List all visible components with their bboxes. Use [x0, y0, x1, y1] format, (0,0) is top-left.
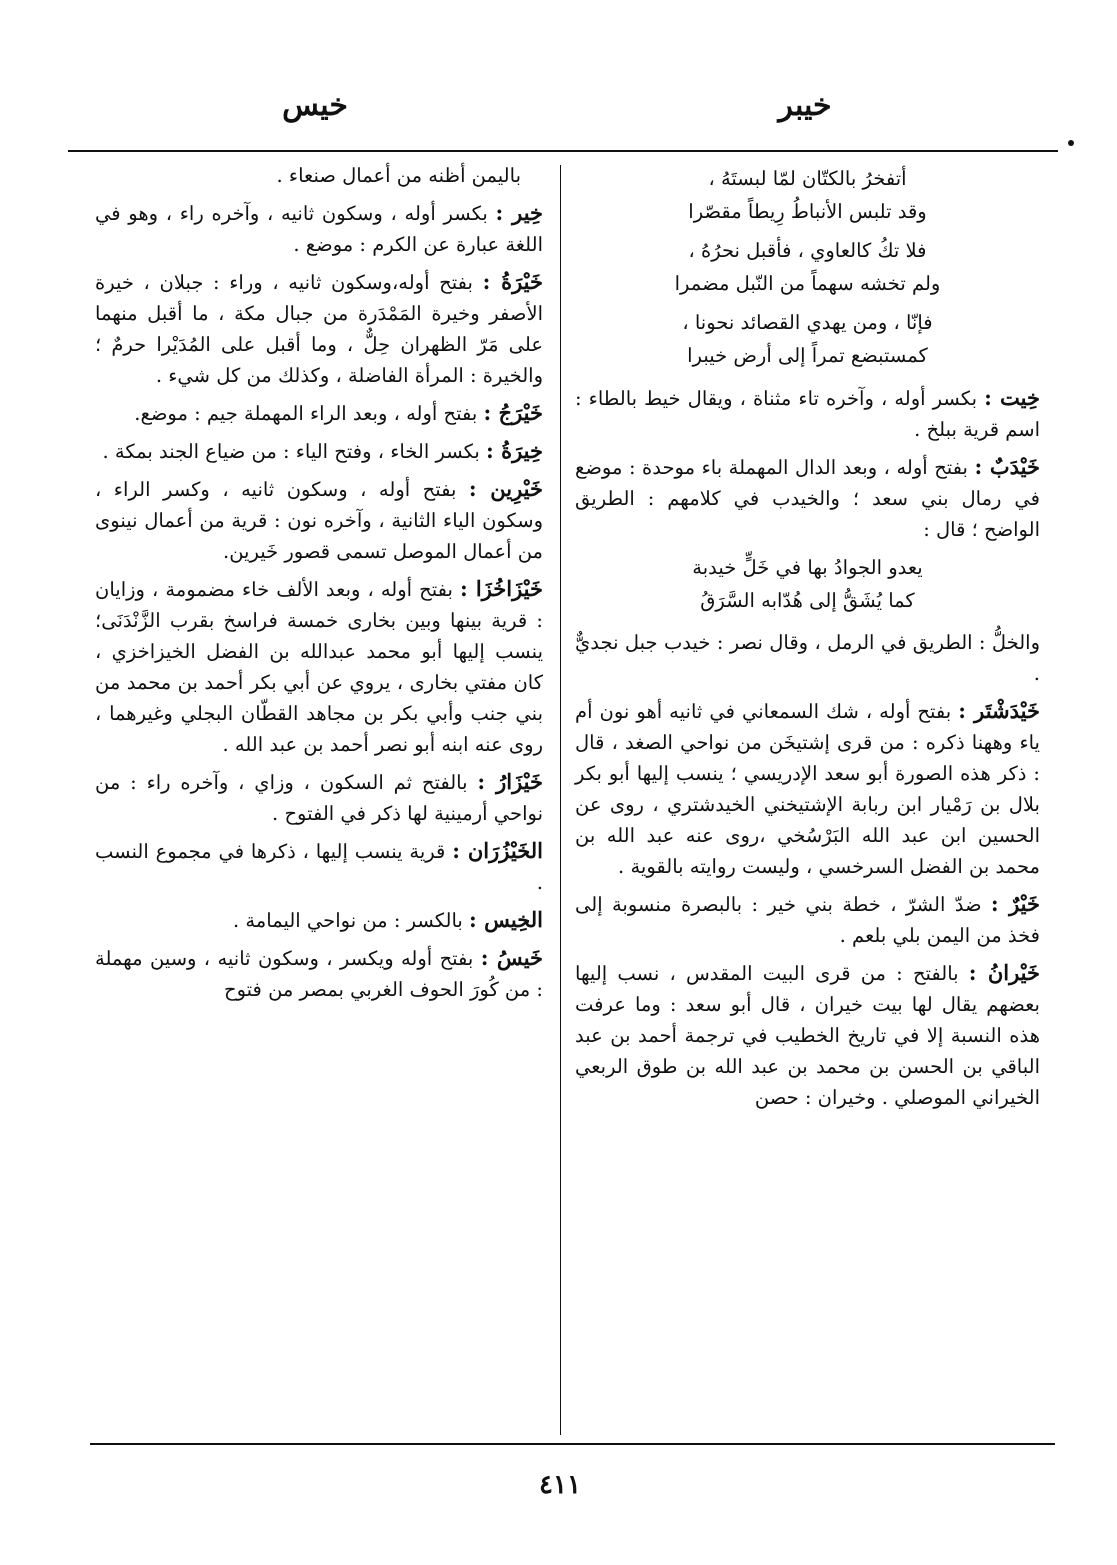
- entry-text: بكسر أوله ، وسكون ثانيه ، وآخره راء ، وهو في اللغة عبارة عن الكرم : موضع .: [95, 202, 543, 256]
- entry-text: بالفتح ثم السكون ، وزاي ، وآخره راء : من نواحي أرمينية لها ذكر في الفتوح .: [95, 771, 543, 825]
- entry: [575, 382, 1040, 445]
- verse-block: [575, 162, 1040, 372]
- verse-line: كمستبضع تمراً إلى أرض خيبرا: [687, 344, 928, 367]
- entry: [575, 888, 1040, 951]
- verse-line: يعدو الجوادُ بها في خَلٍّ خيدبة: [692, 556, 923, 579]
- verse-line: ولم تخشه سهماً من النّبل مضمرا: [674, 272, 941, 295]
- entry-headword: خَيْدَشْتَر :: [958, 698, 1040, 723]
- entry: [95, 573, 543, 760]
- right-column: [575, 160, 1040, 1119]
- entry: [95, 835, 543, 898]
- entry-continuation: [575, 627, 1040, 689]
- entry: [95, 197, 543, 260]
- entry-headword: خَيْزَارُ :: [477, 769, 543, 794]
- header-right-word: خيبر: [778, 88, 832, 123]
- entry-headword: خِيرَةُ :: [486, 438, 543, 463]
- entry-text: بفتح أوله ، وبعد الراء المهملة جيم : موضع.: [134, 402, 478, 425]
- left-column: [95, 160, 543, 1011]
- verse-line: أتفخرُ بالكتّان لمّا لبستَهُ ،: [708, 167, 907, 190]
- entry: [95, 904, 543, 936]
- entry-text: بفتح أوله ، وسكون ثانيه ، وكسر الراء ، وسكون الياء الثانية ، وآخره نون : قرية من أعمال نينوى من أعمال الموصل تسمى قصور خَيرين.: [95, 478, 543, 563]
- entry: [95, 266, 543, 391]
- ink-dot: [1068, 140, 1074, 146]
- bottom-rule: [90, 1443, 1055, 1445]
- entry-text: بكسر أوله ، وآخره تاء مثناة ، ويقال خيط بالطاء : اسم قرية ببلخ .: [575, 387, 1040, 441]
- entry-headword: خِيت :: [984, 385, 1040, 410]
- entry: [575, 695, 1040, 882]
- entry-text: ضدّ الشرّ ، خطة بني خير : بالبصرة منسوبة إلى فخذ من اليمن بلي بلعم .: [575, 893, 1040, 947]
- entry-continuation: [95, 160, 543, 191]
- entry-text: بفتح أوله،وسكون ثانيه ، وراء : جبلان ، خيرة الأصفر وخيرة المَمْدَرة من جبال مكة ، ما أقبل منهما على مَرّ الظهران حِلٌّ ، وما أقبل على المُدَيْرا حرمٌ ؛ والخيرة : المرأة الفاضلة ، وكذلك من كل شيء .: [95, 271, 543, 387]
- entry: [95, 397, 543, 429]
- entry-headword: خِير :: [495, 200, 544, 225]
- entry: [95, 942, 543, 1005]
- header-left-word: خيس: [282, 88, 348, 123]
- entry-text: بفتح أوله ويكسر ، وسكون ثانيه ، وسين مهملة : من كُورَ الحوف الغربي بمصر من فتوح: [95, 947, 543, 1001]
- entry-headword: خَيْرَةُ :: [482, 269, 543, 294]
- entry-text: باليمن أظنه من أعمال صنعاء .: [276, 164, 521, 187]
- entry-text: والخلُّ : الطريق في الرمل ، وقال نصر : خيدب جبل نجديٌّ .: [575, 631, 1040, 685]
- verse-line: فإنّا ، ومن يهدي القصائد نحونا ،: [682, 311, 933, 334]
- column-divider: [560, 165, 561, 1435]
- page-number: ٤١١: [539, 1470, 581, 1500]
- entry: [575, 451, 1040, 545]
- entry-headword: خَيْرانُ :: [968, 960, 1040, 985]
- entry: [575, 957, 1040, 1113]
- entry: [95, 435, 543, 467]
- entry-headword: الخِيس :: [469, 907, 543, 932]
- verse-line: فلا تكُ كالعاوي ، فأقبل نحرُهُ ،: [688, 239, 927, 262]
- entry-text: بكسر الخاء ، وفتح الياء : من ضياع الجند بمكة .: [102, 440, 480, 463]
- entry-text: بفتح أوله ، وبعد الألف خاء مضمومة ، وزايان : قرية بينها وبين بخارى خمسة فراسخ بقرب الزَّنْدَنَى؛ ينسب إليها أبو محمد عبدالله بن الفضل الخيزاخزي ، كان مفتي بخارى ، يروي عن أبي بكر أحمد بن محمد من بني جنب وأبي بكر بن مجاهد القطّان البجلي وغيرهما ، روى عنه ابنه أبو نصر أحمد بن عبد الله .: [95, 578, 543, 756]
- entry-headword: خَيْرٌ :: [990, 891, 1040, 916]
- entry-headword: خَيْرَجُ :: [483, 400, 543, 425]
- entry-text: بفتح أوله ، وبعد الدال المهملة باء موحدة : موضع في رمال بني سعد ؛ والخيدب في كلامهم : الطريق الواضح ؛ قال :: [575, 456, 1040, 541]
- top-rule: [68, 150, 1058, 152]
- entry-headword: خَيسُ :: [480, 945, 544, 970]
- entry-text: بفتح أوله ، شك السمعاني في ثانيه أهو نون أم ياء وههنا ذكره : من قرى إشتيخَن من نواحي الصغد ، قال : ذكر هذه الصورة أبو سعد الإدريسي ؛ ينسب إليها أبو بكر بلال بن رَمْيار ابن ربابة الإشتيخني الخيدشتري ، روى عن الحسين ابن عبد الله البَرْسُخي ،روى عنه عبد الله بن محمد بن الفضل السرخسي ، وليست روايته بالقوية .: [575, 700, 1040, 878]
- verse-line: كما يُشَقُّ إلى هُدّابه السَّرَقُ: [700, 589, 915, 612]
- verse-block: [575, 551, 1040, 617]
- entry-headword: خَيْرِين :: [468, 476, 543, 501]
- verse-line: وقد تلبس الأنباطُ رِيطاً مقصّرا: [688, 200, 927, 223]
- entry-headword: الخَيْزُرَان :: [452, 838, 543, 863]
- entry: [95, 766, 543, 829]
- entry-text: بالفتح : من قرى البيت المقدس ، نسب إليها بعضهم يقال لها بيت خيران ، قال أبو سعد : وما عرفت هذه النسبة إلا في تاريخ الخطيب في ترجمة أحمد بن عبد الباقي بن الحسن بن محمد بن عبد الله بن طوق الربعي الخيراني الموصلي . وخيران : حصن: [575, 962, 1040, 1109]
- entry-headword: خَيْزَاخُزَا :: [459, 576, 543, 601]
- entry-headword: خَيْدَبٌ :: [974, 454, 1040, 479]
- entry: [95, 473, 543, 567]
- entry-text: بالكسر : من نواحي اليمامة .: [232, 909, 463, 932]
- entry-text: قرية ينسب إليها ، ذكرها في مجموع النسب .: [95, 840, 543, 894]
